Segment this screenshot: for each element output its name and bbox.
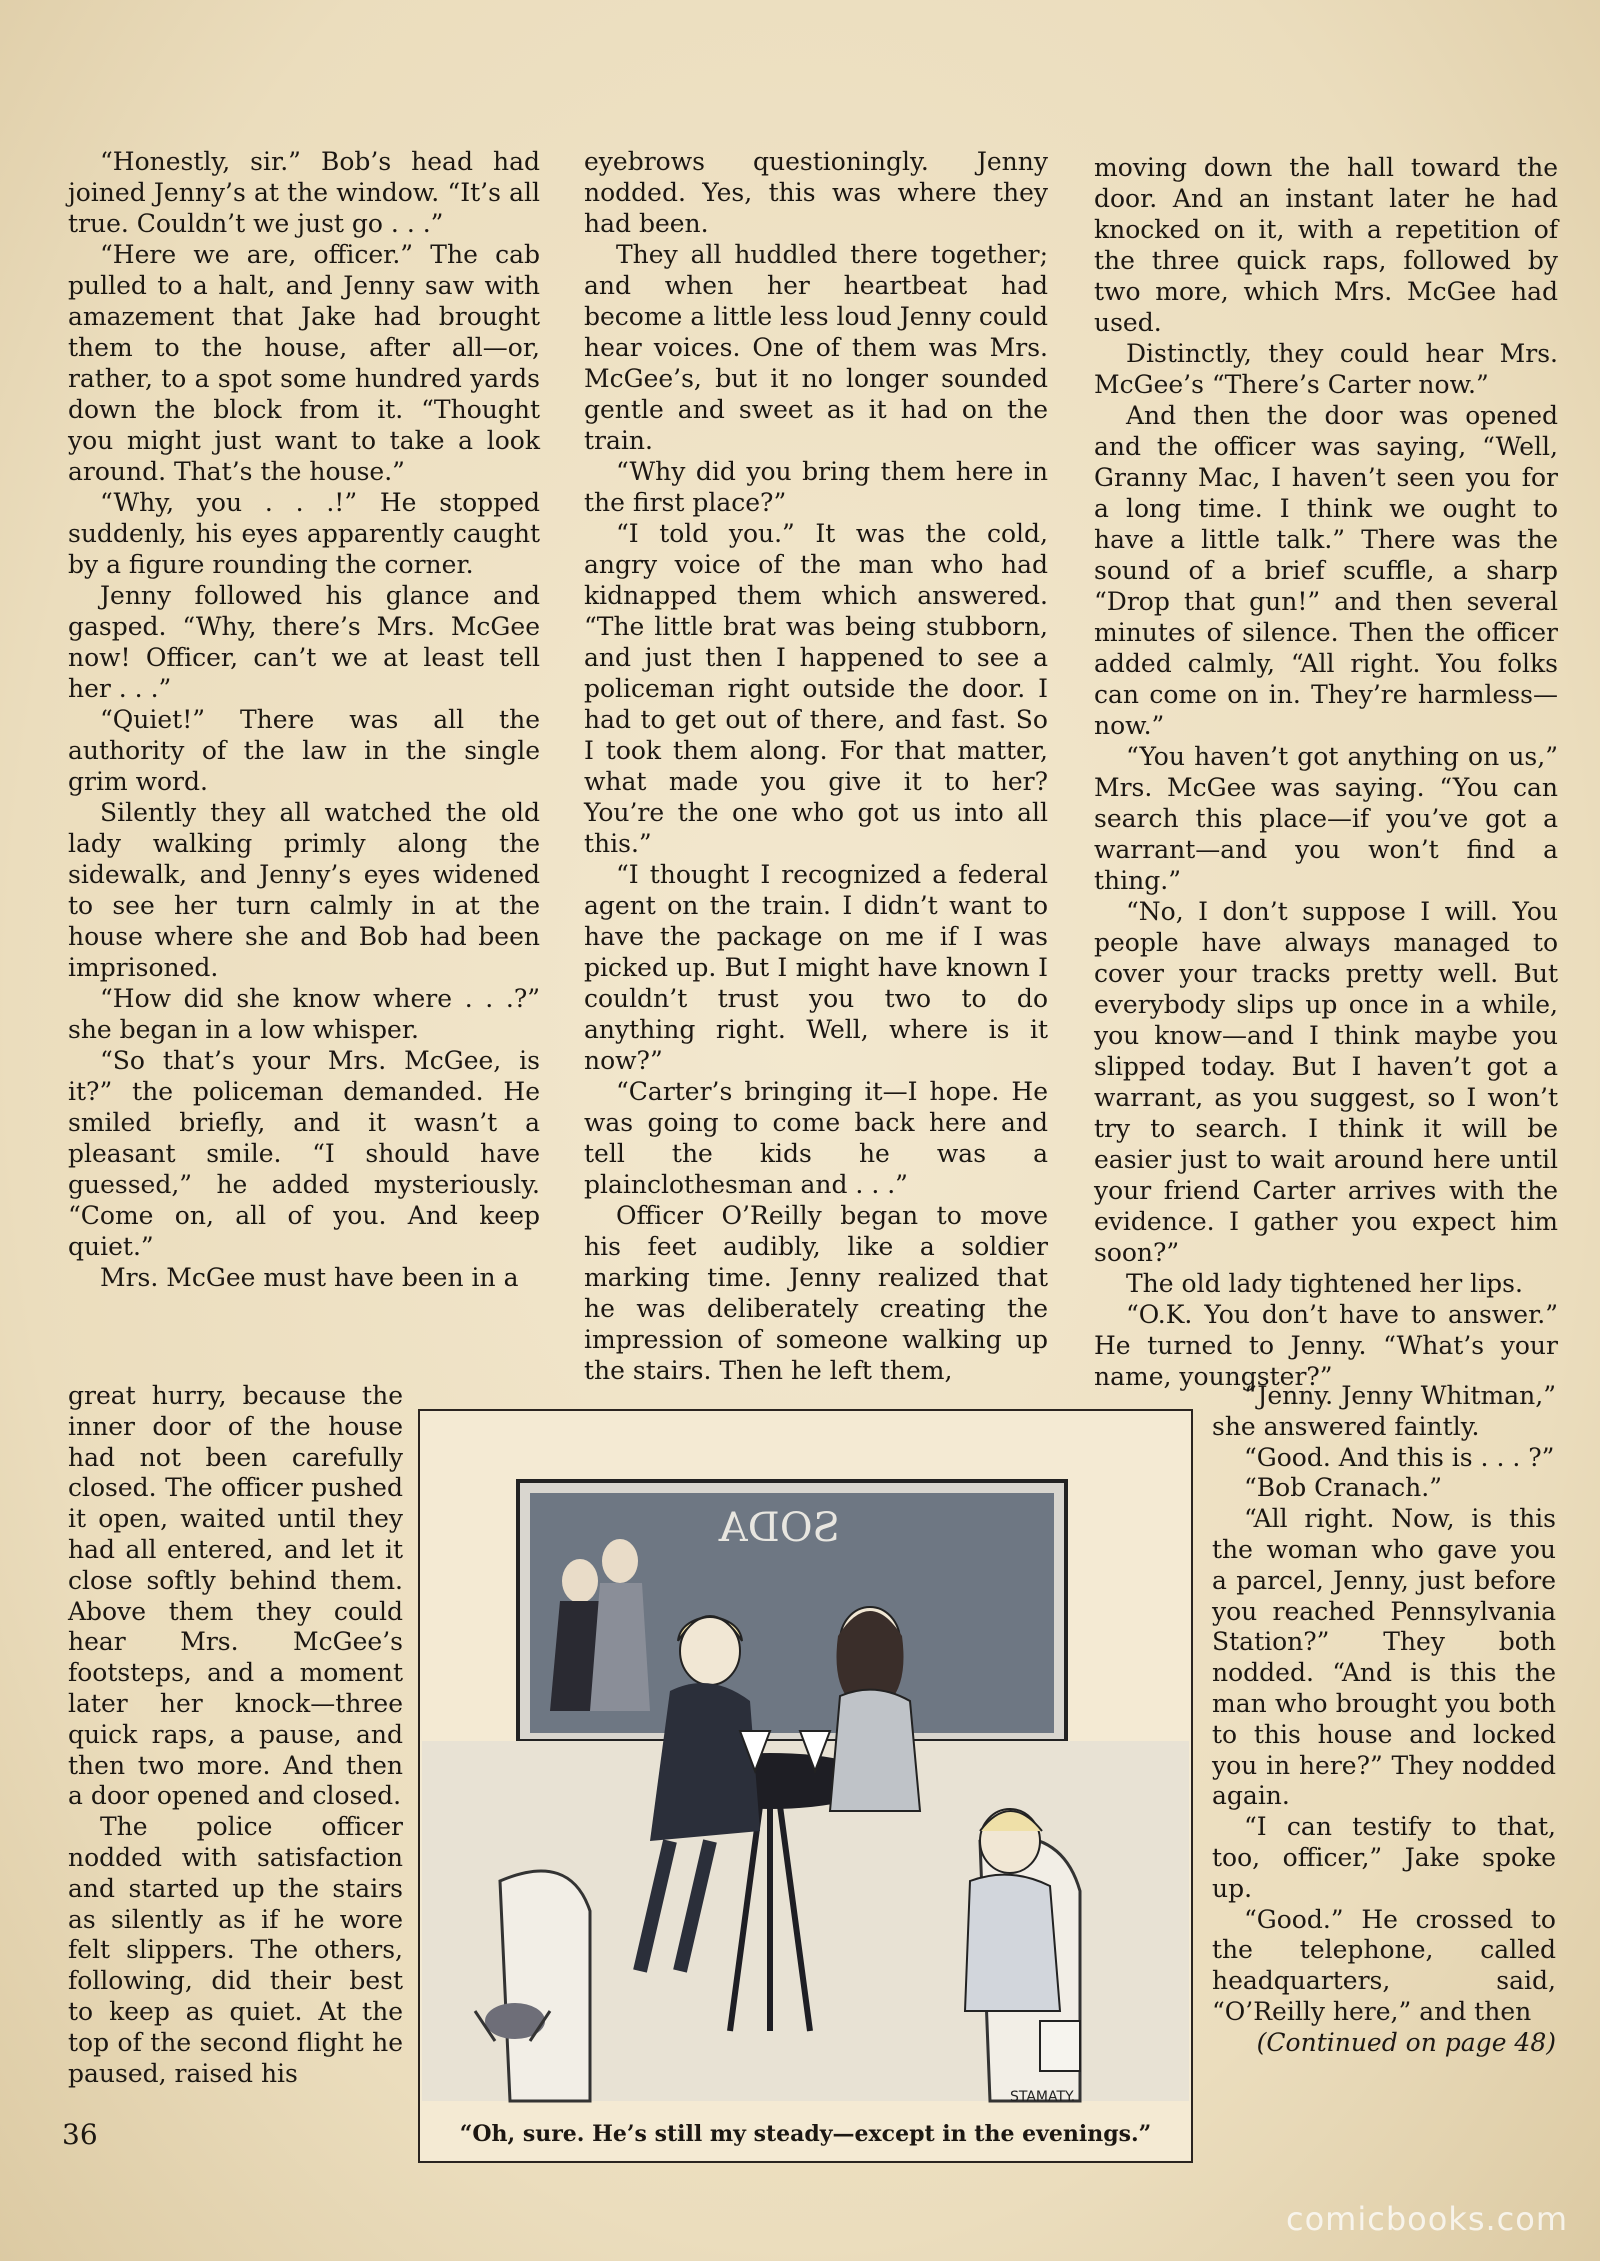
paragraph: eyebrows questioningly. Jenny nodded. Yes, this was where they had been. bbox=[584, 147, 1048, 238]
paragraph: “All right. Now, is this the woman who gave you a parcel, Jenny, just before you reached Pennsylvania Station?” They both nodded. “And is this the man who brought you both to this house and locked you in here?” They nodded again. bbox=[1212, 1504, 1556, 1811]
paragraph: “Good. And this is . . . ?” bbox=[1244, 1442, 1555, 1472]
paragraph: “So that’s your Mrs. McGee, is it?” the policeman demanded. He smiled briefly, and it wasn’t a pleasant smile. “I should have guessed,” he added mysteriously. “Come on, all of you. And keep quiet.” bbox=[68, 1046, 540, 1261]
paragraph: “Why did you bring them here in the first place?” bbox=[584, 457, 1048, 517]
paragraph: Mrs. McGee must have been in a bbox=[100, 1263, 519, 1292]
artist-signature: STAMATY. bbox=[1010, 2089, 1076, 2105]
paragraph: Jenny followed his glance and gasped. “Why, there’s Mrs. McGee now! Officer, can’t we at least tell her . . .” bbox=[68, 581, 540, 703]
paragraph: The police officer nodded with satisfaction and started up the stairs as silently as if he wore felt slippers. The others, following, did their best to keep as quiet. At the top of the second flight he paused, raised his bbox=[68, 1812, 403, 2088]
paragraph: moving down the hall toward the door. And an instant later he had knocked on it, with a repetition of the three quick raps, followed by two more, which Mrs. McGee had used. bbox=[1094, 153, 1558, 337]
paragraph: “Quiet!” There was all the authority of the law in the single grim word. bbox=[68, 705, 540, 796]
paragraph: “How did she know where . . .?” she began in a low whisper. bbox=[68, 984, 540, 1044]
continued-note: (Continued on page 48) bbox=[1256, 2027, 1556, 2057]
cartoon-caption: “Oh, sure. He’s still my steady—except in the evenings.” bbox=[459, 2121, 1152, 2147]
page-number: 36 bbox=[62, 2118, 98, 2151]
text-column-2 bbox=[584, 146, 1048, 1386]
text-column-3 bbox=[1094, 152, 1558, 1392]
cartoon-illustration bbox=[418, 1409, 1193, 2163]
paragraph: “I can testify to that, too, officer,” Jake spoke up. bbox=[1212, 1812, 1556, 1903]
text-column-3-continued bbox=[1212, 1381, 1556, 2059]
paragraph: “Honestly, sir.” Bob’s head had joined Jenny’s at the window. “It’s all true. Couldn’t we just go . . .” bbox=[68, 147, 540, 238]
paragraph: And then the door was opened and the officer was saying, “Well, Granny Mac, I haven’t seen you for a long time. I think we ought to have a little talk.” There was the sound of a brief scuffle, a sharp “Drop that gun!” and then several minutes of silence. Then the officer added calmly, “All right. You folks can come on in. They’re harmless—now.” bbox=[1094, 401, 1558, 740]
paragraph: “Here we are, officer.” The cab pulled to a halt, and Jenny saw with amazement that Jake had brought them to the house, after all—or, rather, to a spot some hundred yards down the block from it. “Thought you might just want to take a look around. That’s the house.” bbox=[68, 240, 540, 486]
paragraph: Officer O’Reilly began to move his feet audibly, like a soldier marking time. Jenny realized that he was deliberately creating the impression of someone walking up the stairs. Then he left them, bbox=[584, 1201, 1048, 1385]
paragraph: “I told you.” It was the cold, angry voice of the man who had kidnapped them which answered. “The little brat was being stubborn, and just then I happened to see a policeman right outside the door. I had to get out of there, and fast. So I took them along. For that matter, what made you give it to her? You’re the one who got us into all this.” bbox=[584, 519, 1048, 858]
paragraph: The old lady tightened her lips. bbox=[1126, 1269, 1523, 1298]
paragraph: “No, I don’t suppose I will. You people have always managed to cover your tracks pretty well. But everybody slips up once in a while, you know—and I think maybe you slipped today. But I haven’t got a warrant, as you suggest, so I won’t try to search. I think it will be easier just to wait around here until your friend Carter arrives with the evidence. I gather you expect him soon?” bbox=[1094, 897, 1558, 1267]
sign-text: SODA bbox=[718, 1505, 840, 1551]
paragraph: great hurry, because the inner door of the house had not been carefully closed. The officer pushed it open, waited until they had all entered, and let it close softly behind them. Above them they could hear Mrs. McGee’s footsteps, and a moment later her knock—three quick raps, a pause, and then two more. And then a door opened and closed. bbox=[68, 1381, 403, 1811]
paragraph: “You haven’t got anything on us,” Mrs. McGee was saying. “You can search this place—if you’ve got a warrant—and you won’t find a thing.” bbox=[1094, 742, 1558, 895]
paragraph: “Good.” He crossed to the telephone, called headquarters, said, “O’Reilly here,” and then bbox=[1212, 1904, 1556, 2026]
text-column-1-continued bbox=[68, 1381, 403, 2089]
cartoon-drawing bbox=[420, 1411, 1191, 2161]
paragraph: “Jenny. Jenny Whitman,” she answered faintly. bbox=[1212, 1381, 1556, 1441]
paragraph: “I thought I recognized a federal agent on the train. I didn’t want to have the package on me if I was picked up. But I might have known I couldn’t trust you two to do anything right. Well, where is it now?” bbox=[584, 860, 1048, 1075]
paragraph: “O.K. You don’t have to answer.” He turned to Jenny. “What’s your name, youngster?” bbox=[1094, 1300, 1558, 1391]
paragraph: Silently they all watched the old lady walking primly along the sidewalk, and Jenny’s eyes widened to see her turn calmly in at the house where she and Bob had been imprisoned. bbox=[68, 798, 540, 982]
watermark: comicbooks.com bbox=[1285, 2200, 1568, 2238]
paragraph: “Bob Cranach.” bbox=[1244, 1473, 1442, 1503]
paragraph: “Carter’s bringing it—I hope. He was going to come back here and tell the kids he was a plainclothesman and . . .” bbox=[584, 1077, 1048, 1199]
paragraph: They all huddled there together; and when her heartbeat had become a little less loud Jenny could hear voices. One of them was Mrs. McGee’s, but it no longer sounded gentle and sweet as it had on the train. bbox=[584, 240, 1048, 455]
paragraph: “Why, you . . .!” He stopped suddenly, his eyes apparently caught by a figure rounding the corner. bbox=[68, 488, 540, 579]
paragraph: Distinctly, they could hear Mrs. McGee’s “There’s Carter now.” bbox=[1094, 339, 1558, 399]
text-column-1 bbox=[68, 146, 540, 1293]
